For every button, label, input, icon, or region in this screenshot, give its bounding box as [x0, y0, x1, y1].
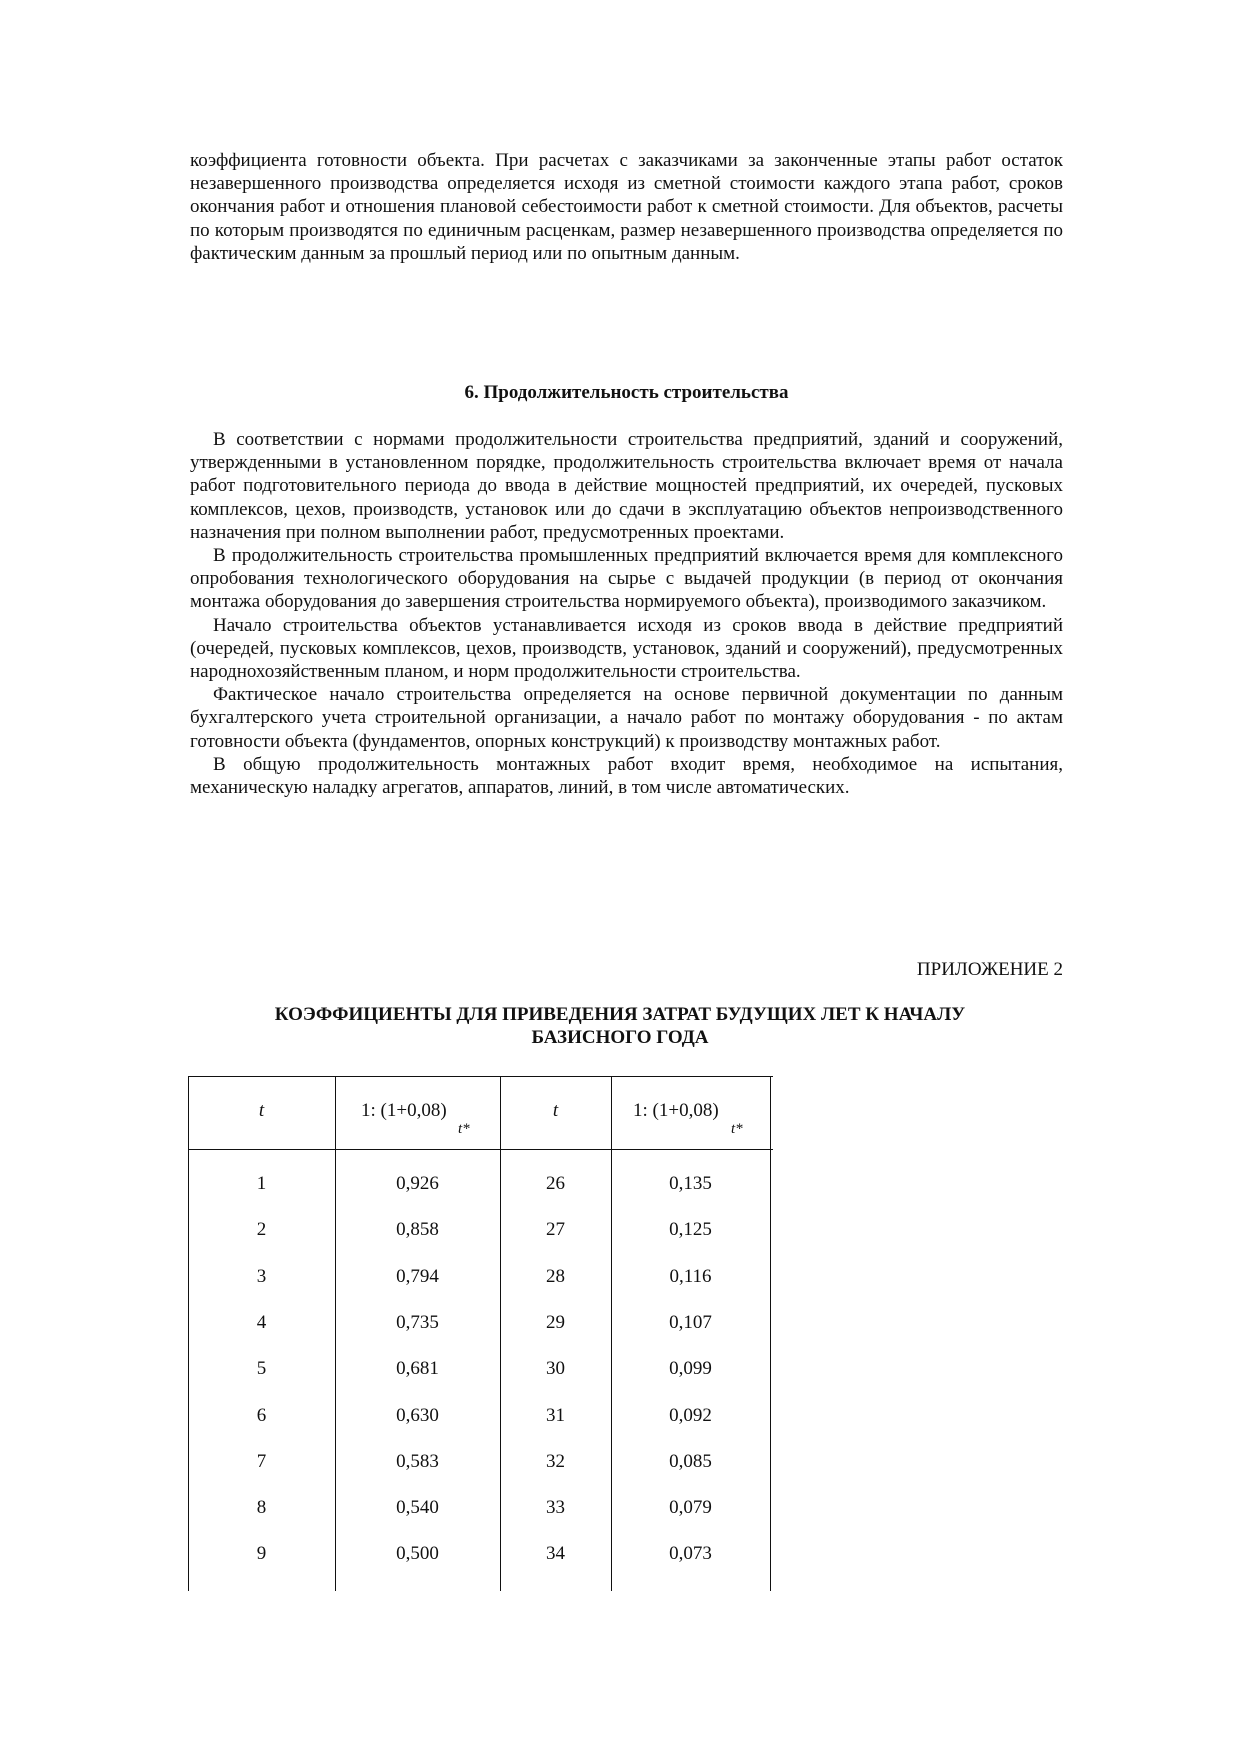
- coefficients-table: [188, 1076, 773, 1591]
- table-cell: 0,099: [669, 1358, 712, 1379]
- table-cell: 0,107: [669, 1312, 712, 1333]
- appendix-label: ПРИЛОЖЕНИЕ 2: [916, 959, 1063, 980]
- table-cell: 27: [546, 1219, 565, 1240]
- table-cell: 0,116: [669, 1266, 712, 1287]
- table-cell: 3: [256, 1266, 267, 1287]
- table-cell: 8: [256, 1497, 267, 1518]
- table-cell: 33: [546, 1497, 565, 1518]
- table-cell: 31: [546, 1405, 565, 1426]
- table-border-top: [188, 1076, 773, 1077]
- table-cell: 28: [546, 1266, 565, 1287]
- header-formula-sup-col2: t*: [731, 1121, 743, 1137]
- table-title: [190, 1003, 1050, 1049]
- table-cell: 26: [546, 1173, 565, 1194]
- table-header-divider: [188, 1149, 773, 1150]
- header-formula-col2: 1: (1+0,08): [633, 1100, 719, 1121]
- table-cell: 29: [546, 1312, 565, 1333]
- table-title-line: КОЭФФИЦИЕНТЫ ДЛЯ ПРИВЕДЕНИЯ ЗАТРАТ БУДУЩИХ ЛЕТ К НАЧАЛУ: [274, 1004, 966, 1025]
- table-cell: 0,735: [396, 1312, 439, 1333]
- table-cell: 0,500: [396, 1543, 439, 1564]
- section-heading: 6. Продолжительность строительства: [464, 382, 789, 403]
- table-cell: 1: [256, 1173, 267, 1194]
- table-title-line: БАЗИСНОГО ГОДА: [531, 1027, 709, 1048]
- table-cell: 0,681: [396, 1358, 439, 1379]
- section-paragraph: В соответствии с нормами продолжительности строительства предприятий, зданий и сооружений, утвержденными в установленном порядке, продолжительность строительства включает время от начала работ подготовительного периода до ввода в действие мощностей предприятий, их очередей, пусковых комплексов, цехов, производств, установок или до сдачи в эксплуатацию объектов непроизводственного назначения при полном выполнении работ, предусмотренных проектами.: [190, 429, 1063, 543]
- table-cell: 0,135: [669, 1173, 712, 1194]
- table-cell: 34: [546, 1543, 565, 1564]
- table-cell: 2: [256, 1219, 267, 1240]
- section-body: [190, 428, 1063, 799]
- section-paragraph: Начало строительства объектов устанавливается исходя из сроков ввода в действие предприятий (очередей, пусковых комплексов, цехов, производств, установок, зданий и сооружений), предусмотренных народнохозяйственным планом, и норм продолжительности строительства.: [190, 614, 1063, 683]
- table-cell: 0,858: [396, 1219, 439, 1240]
- intro-text-block: [190, 149, 1063, 265]
- table-cell: 6: [256, 1405, 267, 1426]
- section-paragraph: В продолжительность строительства промышленных предприятий включается время для комплексного опробования технологического оборудования на сырье с выдачей продукции (в период от окончания монтажа оборудования до завершения строительства нормируемого объекта), производимого заказчиком.: [190, 545, 1063, 613]
- table-cell: 5: [256, 1358, 267, 1379]
- table-cell: 7: [256, 1451, 267, 1472]
- table-cell: 0,630: [396, 1405, 439, 1426]
- table-cell: 30: [546, 1358, 565, 1379]
- table-cell: 0,926: [396, 1173, 439, 1194]
- table-cell: 32: [546, 1451, 565, 1472]
- table-cell: 0,583: [396, 1451, 439, 1472]
- table-cell: 0,794: [396, 1266, 439, 1287]
- table-cell: 0,540: [396, 1497, 439, 1518]
- header-formula-sup-col1: t*: [458, 1121, 470, 1137]
- header-t-col1: t: [258, 1100, 265, 1121]
- table-cell: 0,085: [669, 1451, 712, 1472]
- table-cell: 0,079: [669, 1497, 712, 1518]
- table-cell: 9: [256, 1543, 267, 1564]
- section-paragraph: В общую продолжительность монтажных работ входит время, необходимое на испытания, механическую наладку агрегатов, аппаратов, линий, в том числе автоматических.: [190, 753, 1063, 799]
- table-cell: 0,073: [669, 1543, 712, 1564]
- header-t-col2: t: [552, 1100, 559, 1121]
- table-cell: 0,125: [669, 1219, 712, 1240]
- table-border-right: [770, 1076, 771, 1591]
- section-paragraph: Фактическое начало строительства определяется на основе первичной документации по данным бухгалтерского учета строительной организации, а начало работ по монтажу оборудования - по актам готовности объекта (фундаментов, опорных конструкций) к производству монтажных работ.: [190, 684, 1063, 752]
- intro-paragraph: коэффициента готовности объекта. При расчетах с заказчиками за законченные этапы работ остаток незавершенного производства определяется исходя из сметной стоимости каждого этапа работ, сроков окончания работ и отношения плановой себестоимости работ к сметной стоимости. Для объектов, расчеты по которым производятся по единичным расценкам, размер незавершенного производства определяется по фактическим данным за прошлый период или по опытным данным.: [190, 150, 1063, 264]
- table-cell: 0,092: [669, 1405, 712, 1426]
- header-formula-col1: 1: (1+0,08): [361, 1100, 447, 1121]
- table-cell: 4: [256, 1312, 267, 1333]
